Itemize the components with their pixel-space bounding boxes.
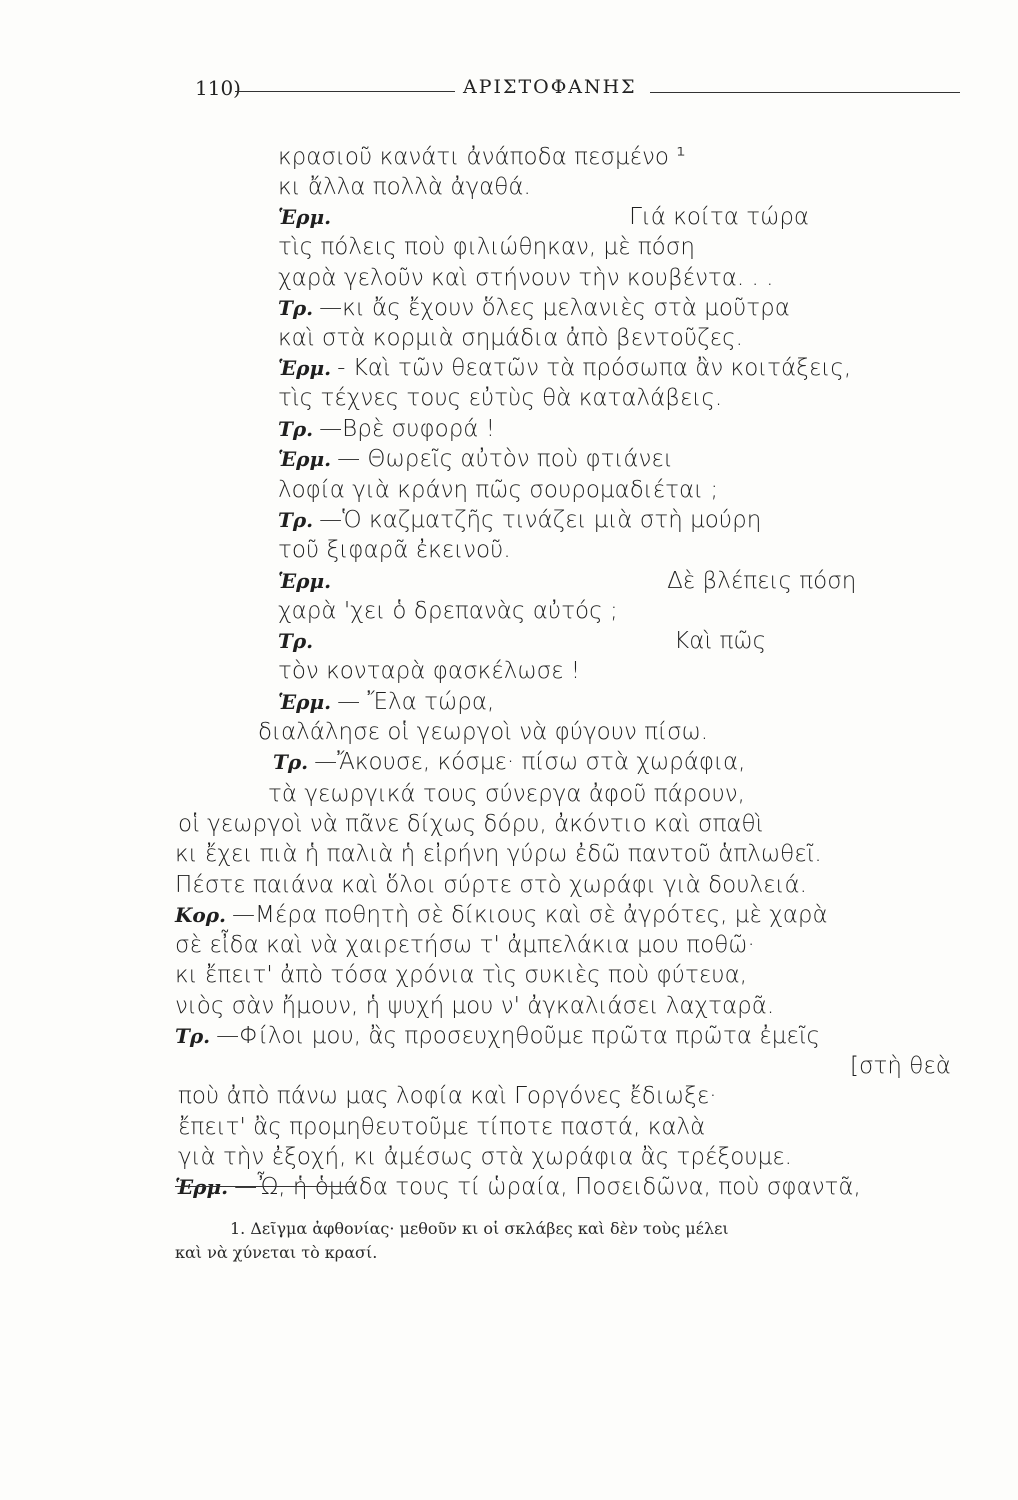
page-number: 110): [195, 76, 241, 100]
header-rule-right: [650, 92, 960, 93]
verse-line: [278, 445, 673, 473]
verse-line: [268, 780, 745, 808]
verse-line-text: —Ὁ καζματζῆς τινάζει μιὰ στὴ μούρη: [319, 507, 762, 533]
verse-line: [278, 173, 531, 201]
verse-line-text: τοῦ ξιφαρᾶ ἐκεινοῦ.: [278, 537, 511, 563]
verse-line-text: οἱ γεωργοὶ νὰ πᾶνε δίχως δόρυ, ἀκόντιο καὶ σπαθὶ: [178, 811, 764, 837]
verse-line-text: τὸν κονταρὰ φασκέλωσε !: [278, 658, 581, 684]
speaker-label: Τρ.: [278, 417, 314, 441]
footnote-line-2: καὶ νὰ χύνεται τὸ κρασί.: [175, 1243, 378, 1262]
speaker-label: Ἑρμ.: [278, 569, 332, 593]
verse-line-text: — Ἔλα τώρα,: [337, 689, 495, 715]
verse-line: [278, 536, 511, 564]
speaker-label: Ἑρμ.: [278, 205, 332, 229]
verse-line: [278, 476, 718, 504]
speaker-label: Ἑρμ.: [278, 690, 332, 714]
verse-line-text: Πέστε παιάνα καὶ ὅλοι σύρτε στὸ χωράφι γιὰ δουλειά.: [175, 872, 807, 898]
verse-line: [278, 264, 773, 292]
verse-line: [175, 1173, 861, 1201]
speaker-label: Τρ.: [278, 508, 314, 532]
verse-line: [278, 627, 766, 655]
speaker-label: Ἑρμ.: [278, 447, 332, 471]
verse-line-text: — Θωρεῖς αὐτὸν ποὺ φτιάνει: [337, 446, 673, 472]
verse-line-text: λοφία γιὰ κράνη πῶς σουρομαδιέται ;: [278, 477, 719, 503]
footnote-line-1: 1. Δεῖγμα ἀφθονίας· μεθοῦν κι οἱ σκλάβες καὶ δὲν τοὺς μέλει: [230, 1219, 729, 1238]
speaker-label: Τρ.: [273, 750, 309, 774]
verse-line: [850, 1052, 951, 1080]
running-title: ΑΡΙΣΤΟΦΑΝΗΣ: [463, 76, 637, 98]
verse-line: [175, 931, 755, 959]
verse-line-text: —Βρὲ συφορά !: [319, 416, 495, 442]
verse-line: [278, 203, 809, 231]
verse-line-text: χαρὰ γελοῦν καὶ στήνουν τὴν κουβέντα. . .: [278, 265, 774, 291]
verse-line: [178, 1143, 792, 1171]
verse-line: [278, 354, 851, 382]
verse-line-text: τὶς τέχνες τους εὐτὺς θὰ καταλάβεις.: [278, 385, 723, 411]
verse-line: [175, 901, 828, 929]
speaker-label: Ἑρμ.: [278, 356, 332, 380]
verse-line: [175, 961, 747, 989]
verse-line-text: Καὶ πῶς: [674, 628, 767, 654]
verse-line-text: τὶς πόλεις ποὺ φιλιώθηκαν, μὲ πόση: [278, 234, 695, 260]
verse-line-text: ποὺ ἀπὸ πάνω μας λοφία καὶ Γοργόνες ἔδιωξε·: [178, 1083, 717, 1109]
verse-line: [258, 718, 708, 746]
verse-line-text: —Φίλοι μου, ἂς προσευχηθοῦμε πρῶτα πρῶτα ἐμεῖς: [216, 1023, 821, 1049]
verse-line-text: χαρὰ 'χει ὁ δρεπανὰς αὐτός ;: [278, 598, 618, 624]
speaker-label: Τρ.: [278, 629, 314, 653]
verse-line-text: τὰ γεωργικά τους σύνεργα ἀφοῦ πάρουν,: [268, 781, 745, 807]
verse-line: [175, 840, 822, 868]
verse-line: [278, 688, 494, 716]
verse-line-text: —Μέρα ποθητὴ σὲ δίκιους καὶ σὲ ἀγρότες, μὲ χαρὰ: [232, 902, 828, 928]
verse-line-text: Γιά κοίτα τώρα: [629, 204, 810, 230]
verse-line-text: —Ὦ, ἡ ὁμάδα τους τί ὡραία, Ποσειδῶνα, ποὺ σφαντᾶ,: [234, 1174, 861, 1200]
verse-line: [273, 748, 746, 776]
verse-line-text: νιὸς σὰν ἤμουν, ἡ ψυχή μου ν' ἀγκαλιάσει λαχταρᾶ.: [175, 993, 775, 1019]
verse-line: [278, 324, 743, 352]
verse-line: [278, 657, 580, 685]
verse-line: [278, 233, 695, 261]
verse-line: [278, 597, 618, 625]
verse-line-text: κρασιοῦ κανάτι ἀνάποδα πεσμένο ¹: [278, 144, 686, 170]
verse-line-text: σὲ εἶδα καὶ νὰ χαιρετήσω τ' ἀμπελάκια μου ποθῶ·: [175, 932, 755, 958]
speaker-label: Τρ.: [175, 1024, 211, 1048]
verse-line-text: —Ἄκουσε, κόσμε· πίσω στὰ χωράφια,: [314, 749, 746, 775]
verse-line: [175, 992, 774, 1020]
verse-line: [178, 1113, 705, 1141]
verse-line-text: κι ἔπειτ' ἀπὸ τόσα χρόνια τὶς συκιὲς ποὺ φύτευα,: [175, 962, 748, 988]
verse-line-text: Δὲ βλέπεις πόση: [667, 568, 857, 594]
verse-line-text: καὶ στὰ κορμιὰ σημάδια ἀπὸ βεντοῦζες.: [278, 325, 743, 351]
speaker-label: Κορ.: [175, 903, 226, 927]
verse-line: [278, 415, 495, 443]
verse-line: [278, 384, 722, 412]
verse-line: [175, 871, 807, 899]
verse-line-text: ἔπειτ' ἂς προμηθευτοῦμε τίποτε παστά, καλὰ: [178, 1114, 706, 1140]
verse-line: [278, 294, 790, 322]
verse-line-text: γιὰ τὴν ἐξοχή, κι ἀμέσως στὰ χωράφια ἂς τρέξουμε.: [178, 1144, 792, 1170]
verse-line-text: [στὴ θεὰ: [850, 1053, 951, 1079]
verse-line: [278, 506, 761, 534]
verse-line-text: κι ἔχει πιὰ ἡ παλιὰ ἡ εἰρήνη γύρω ἐδῶ παντοῦ ἁπλωθεῖ.: [175, 841, 822, 867]
verse-line-text: κι ἄλλα πολλὰ ἀγαθά.: [278, 174, 531, 200]
verse-line: [178, 810, 763, 838]
verse-line: [178, 1082, 717, 1110]
speaker-label: Ἑρμ.: [175, 1175, 229, 1199]
verse-line: [278, 567, 856, 595]
verse-line: [278, 143, 686, 171]
verse-line-text: - Καὶ τῶν θεατῶν τὰ πρόσωπα ἂν κοιτάξεις,: [337, 355, 852, 381]
footnote-rule: [175, 1186, 355, 1187]
page-header: [195, 72, 960, 112]
verse-line-text: —κι ἄς ἔχουν ὅλες μελανιὲς στὰ μοῦτρα: [319, 295, 790, 321]
header-rule-left: [235, 91, 455, 92]
verse-line-text: διαλάλησε οἱ γεωργοὶ νὰ φύγουν πίσω.: [258, 719, 709, 745]
verse-line: [175, 1022, 820, 1050]
speaker-label: Τρ.: [278, 296, 314, 320]
